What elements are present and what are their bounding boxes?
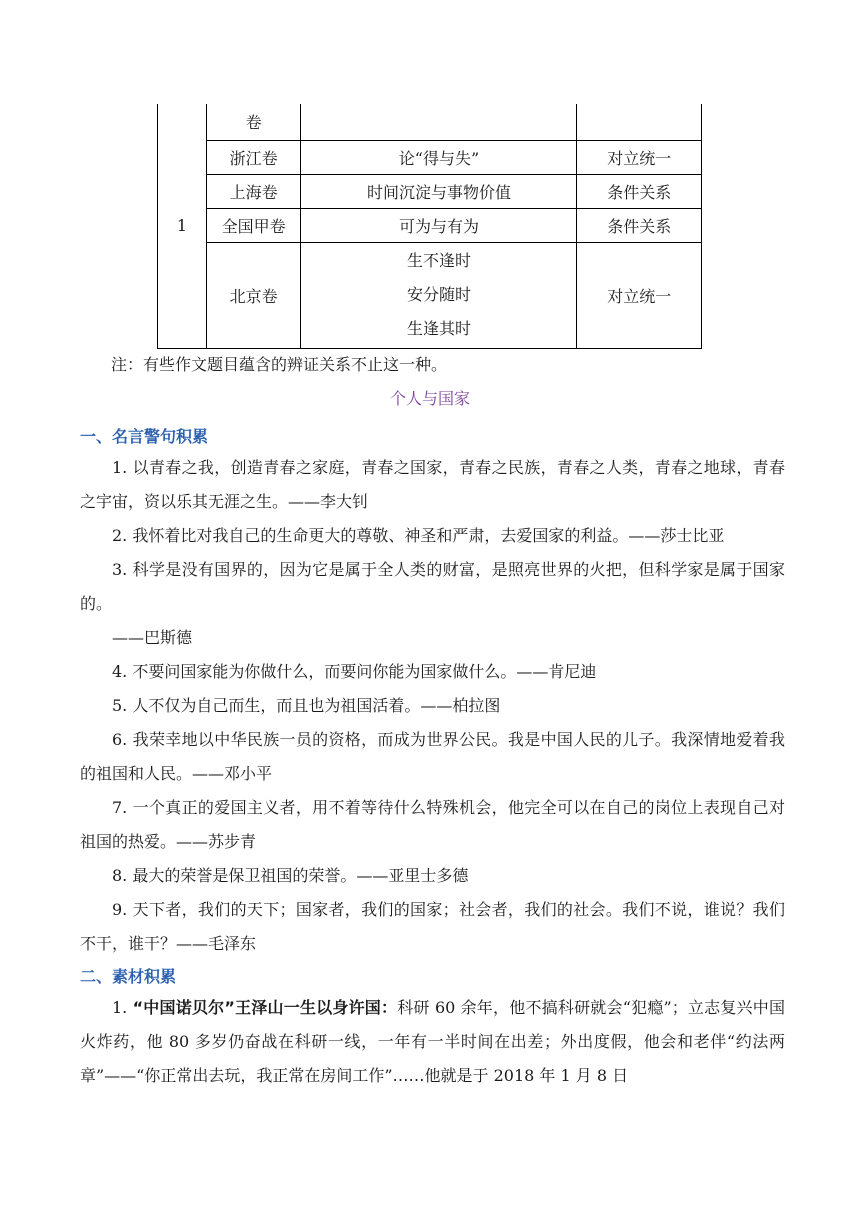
quote-item: 4. 不要问国家能为你做什么，而要问你能为国家做什么。——肯尼迪 <box>112 662 597 681</box>
relation-cell: 对立统一 <box>577 242 702 348</box>
paper-cell: 全国甲卷 <box>206 208 301 242</box>
row-number: 1 <box>158 104 207 348</box>
paper-cell: 上海卷 <box>206 174 301 208</box>
paper-cell: 北京卷 <box>206 242 301 348</box>
topic-line: 生不逢时 <box>406 251 471 270</box>
section-title: 个人与国家 <box>389 389 470 408</box>
relation-table <box>157 104 702 349</box>
topic-cell <box>301 104 577 140</box>
topic-cell: 时间沉淀与事物价值 <box>301 174 577 208</box>
quote-item: 7. 一个真正的爱国主义者，用不着等待什么特殊机会，他完全可以在自己的岗位上表现自己对祖国的热爱。——苏步青 <box>80 798 785 851</box>
quote-item: 3. 科学是没有国界的，因为它是属于全人类的财富，是照亮世界的火把，但科学家是属于国家的。 <box>80 560 785 613</box>
table-note: 注：有些作文题目蕴含的辨证关系不止这一种。 <box>111 355 448 374</box>
table-row <box>158 208 702 242</box>
relation-cell: 对立统一 <box>577 140 702 174</box>
table-row <box>158 140 702 174</box>
topic-cell: 论“得与失” <box>301 140 577 174</box>
heading-quotes: 一、名言警句积累 <box>80 427 209 446</box>
table-row <box>158 174 702 208</box>
table-row <box>158 104 702 140</box>
quote-item: 8. 最大的荣誉是保卫祖国的荣誉。——亚里士多德 <box>112 866 469 885</box>
relation-cell: 条件关系 <box>577 208 702 242</box>
material-lead: “中国诺贝尔”王泽山一生以身许国： <box>132 998 398 1017</box>
topic-cell: 可为与有为 <box>301 208 577 242</box>
relation-cell: 条件关系 <box>577 174 702 208</box>
topic-cell <box>301 242 577 348</box>
quote-item: ——巴斯德 <box>112 628 193 647</box>
quote-item: 6. 我荣幸地以中华民族一员的资格，而成为世界公民。我是中国人民的儿子。我深情地爱着我的祖国和人民。——邓小平 <box>80 730 785 783</box>
topic-line: 生逢其时 <box>406 319 471 338</box>
table-row <box>158 242 702 348</box>
paper-cell: 浙江卷 <box>206 140 301 174</box>
material-text: 科研 60 余年，他不搞科研就会“犯瘾”；立志复兴中国火炸药，他 80 多岁仍奋战在科研一线，一年有一半时间在出差；外出度假，他会和老伴“约法两章”——“你正常出去玩，我正常在房间工作”……他就是于 2018 年 1 月 8 日 <box>80 998 785 1085</box>
paper-cell: 卷 <box>206 104 301 140</box>
material-prefix: 1. <box>112 998 133 1017</box>
quote-item: 1. 以青春之我，创造青春之家庭，青春之国家，青春之民族，青春之人类，青春之地球，青春之宇宙，资以乐其无涯之生。——李大钊 <box>80 458 785 511</box>
heading-materials: 二、素材积累 <box>80 967 177 986</box>
quote-item: 5. 人不仅为自己而生，而且也为祖国活着。——柏拉图 <box>112 696 501 715</box>
quote-item: 2. 我怀着比对我自己的生命更大的尊敬、神圣和严肃，去爱国家的利益。——莎士比亚 <box>112 526 725 545</box>
relation-cell <box>577 104 702 140</box>
material-item <box>80 991 785 1093</box>
topic-line: 安分随时 <box>406 285 471 304</box>
quote-item: 9. 天下者，我们的天下；国家者，我们的国家；社会者，我们的社会。我们不说，谁说？我们不干，谁干？——毛泽东 <box>80 900 785 953</box>
